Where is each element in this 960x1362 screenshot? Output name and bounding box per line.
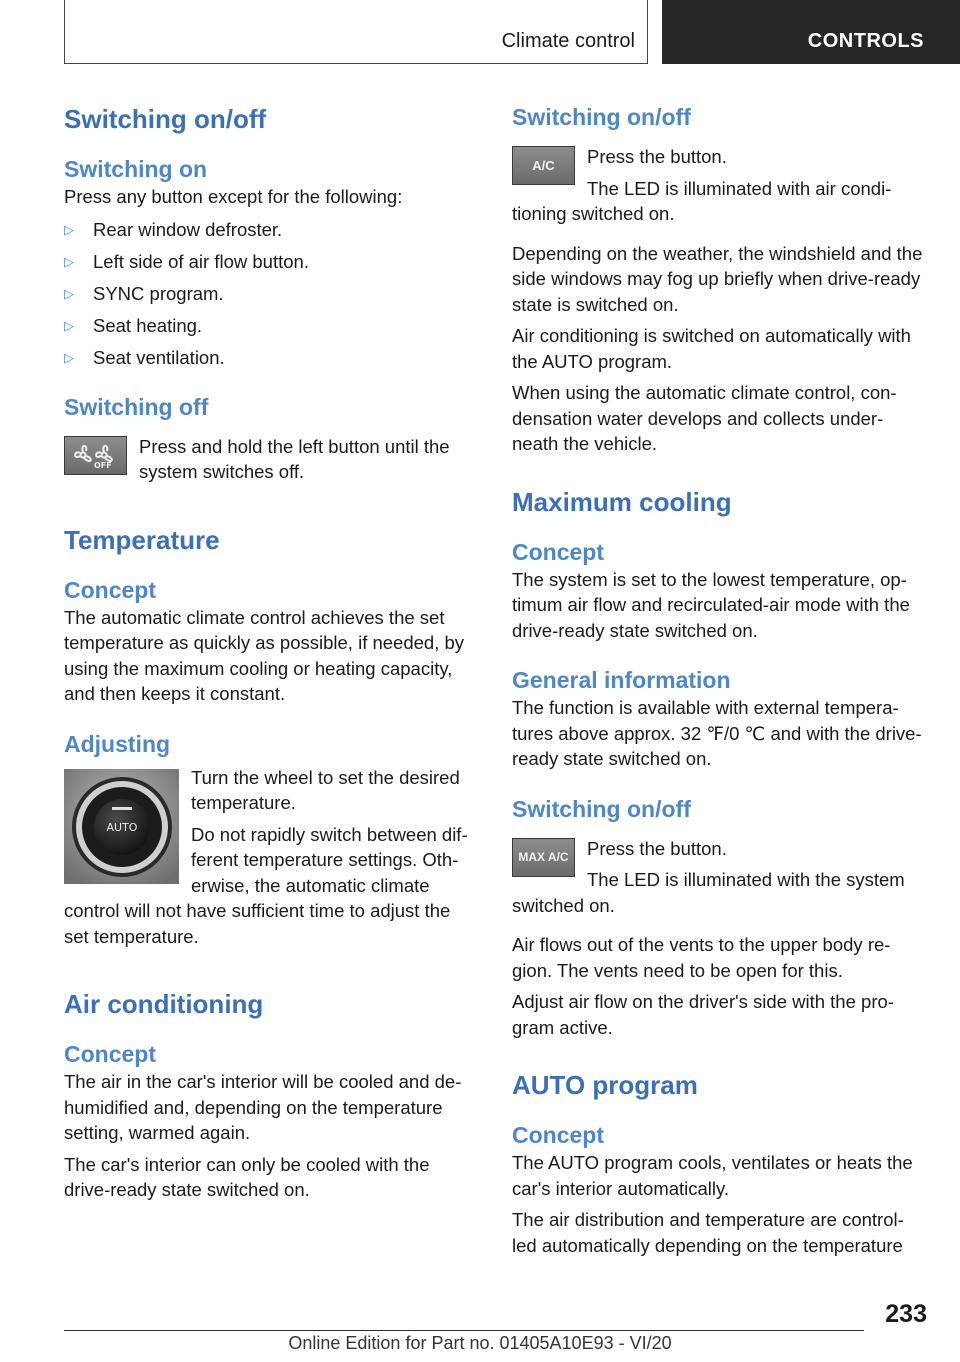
left-column [64,100,478,1203]
fan-off-button-icon [64,436,127,475]
chapter-title: CONTROLS [807,30,924,52]
chapter-tab [662,0,960,64]
heading-ac-switching-on-off: Switching on/off [512,104,691,130]
section-title: Climate control [501,30,635,52]
ac-on-text-1: Press the button. [587,146,727,167]
heading-max-switching-on-off: Switching on/off [512,795,691,822]
list-item: ▷ Left side of air flow button. [64,246,478,278]
triangle-bullet-icon: ▷ [64,285,74,301]
auto-concept-text-2: The air distribution and temperature are control‐ led automatically depending on the temperature [512,1209,904,1256]
temperature-concept-text: The automatic climate control achieves the set temperature as quickly as possible, if needed, by using the maximum cooling or heating capacity, and then keeps it constant. [64,606,465,704]
heading-max-concept: Concept [512,538,604,565]
max-concept-text: The system is set to the lowest temperature, op‐ timum air flow and recirculated-air mode with the drive-ready state switched on. [512,568,910,641]
footer-divider [64,1330,864,1331]
heading-auto-program: AUTO program [512,1070,698,1100]
svg-text:OFF: OFF [93,461,112,470]
knob-label: AUTO [106,820,138,834]
heading-general-information: General information [512,667,731,693]
page-number: 233 [885,1300,927,1328]
max-on-text-1: Press the button. [587,837,727,859]
list-item: ▷ Rear window defroster. [64,214,478,246]
heading-switching-on-off: Switching on/off [64,104,267,134]
auto-concept-text-1: The AUTO program cools, ventilates or heats the car's interior automatically. [512,1152,913,1199]
heading-temperature: Temperature [64,524,220,555]
heading-switching-off: Switching off [64,393,209,420]
temperature-knob-icon [64,769,179,884]
triangle-bullet-icon: ▷ [64,253,74,269]
ac-concept-text-1: The air in the car's interior will be cooled and de‐ humidified and, depending on the temperature setting, warmed again. [64,1071,462,1143]
heading-ac-concept: Concept [64,1041,156,1067]
ac-paragraph-1: Depending on the weather, the windshield and the side windows may fog up briefly when drive-ready state is switched on. [512,242,923,315]
ac-paragraph-3: When using the automatic climate control, con‐ densation water develops and collects under‐ neath the vehicle. [512,382,897,454]
list-item: ▷ SYNC program. [64,278,478,310]
right-column [512,100,926,1258]
switching-on-text: Press any button except for the following: [64,186,403,207]
switching-off-text: Press and hold the left button until the system switches off. [139,435,450,482]
ac-button-icon: A/C [512,146,575,185]
list-item: ▷ Seat heating. [64,310,478,342]
heading-adjusting: Adjusting [64,730,171,757]
footer-edition: Online Edition for Part no. 01405A10E93 - VI/20 [288,1333,672,1353]
heading-temperature-concept: Concept [64,576,156,603]
heading-air-conditioning: Air conditioning [64,989,264,1019]
triangle-bullet-icon: ▷ [64,221,74,237]
heading-switching-on: Switching on [64,156,208,182]
ac-paragraph-2: Air conditioning is switched on automatically with the AUTO program. [512,325,911,372]
heading-maximum-cooling: Maximum cooling [512,486,732,517]
max-paragraph-2: Adjust air flow on the driver's side with the pro‐ gram active. [512,991,894,1038]
max-on-text-2: The LED is illuminated with the system switched on. [512,869,905,916]
heading-auto-concept: Concept [512,1122,604,1148]
ac-on-text-2: The LED is illuminated with air condi‐ tioning switched on. [512,177,892,224]
triangle-bullet-icon: ▷ [64,317,74,333]
triangle-bullet-icon: ▷ [64,349,74,365]
list-item: ▷ Seat ventilation. [64,342,478,374]
max-paragraph-1: Air flows out of the vents to the upper body re‐ gion. The vents need to be open for this. [512,934,891,981]
ac-concept-text-2: The car's interior can only be cooled with the drive-ready state switched on. [64,1153,430,1200]
general-information-text: The function is available with external tempera‐ tures above approx. 32 ℉/0 ℃ and with the drive-ready state switched on. [512,697,922,769]
max-ac-button-icon: MAX A/C [512,838,575,877]
adjusting-text-2: Do not rapidly switch between dif‐ ferent temperature settings. Oth‐ erwise, the automatic climate control will not have sufficient time to adjust the set temperature. [64,823,468,947]
header-section-box [64,0,648,64]
exception-list [64,214,478,374]
adjusting-text-1: Turn the wheel to set the desired temperature. [191,766,460,813]
